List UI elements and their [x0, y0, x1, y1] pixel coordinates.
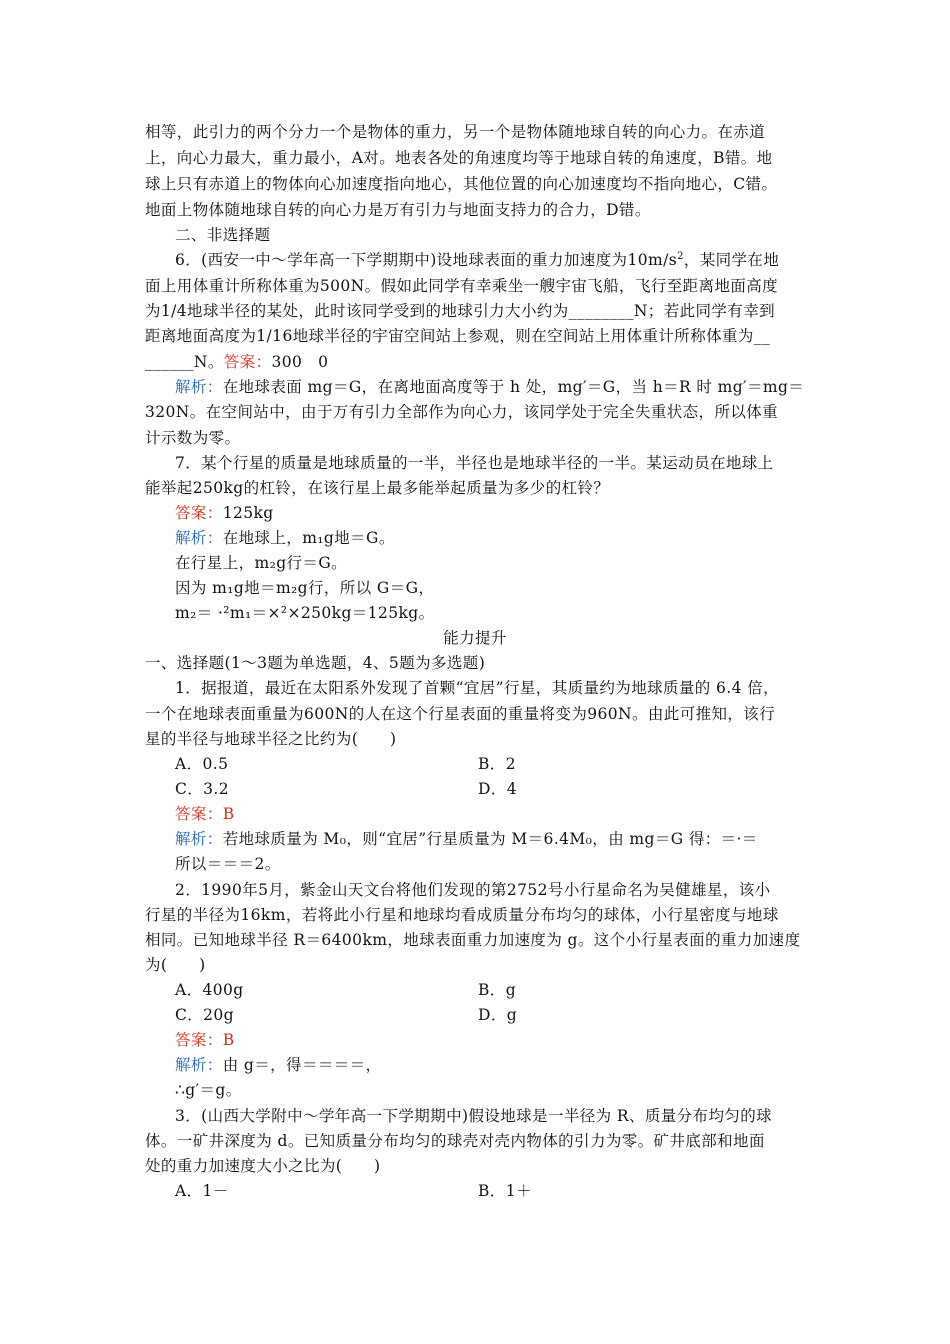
p1-analysis: 解析：若地球质量为 M₀，则“宜居”行星质量为 M＝6.4M₀，由 mg＝G 得：＝·＝	[175, 830, 758, 848]
p2-option-d: D．g	[478, 1006, 518, 1024]
analysis-label: 解析：	[175, 1056, 223, 1074]
q7-answer: 答案：125kg	[175, 504, 274, 522]
p1-option-a: A．0.5	[175, 755, 229, 773]
q7-analysis-line: 因为 m₁g地＝m₂g行，所以 G＝G，	[175, 579, 435, 597]
p2-option-b: B．g	[478, 981, 517, 999]
answer-label: 答案：	[223, 353, 272, 371]
p3-line: 处的重力加速度大小之比为( )	[145, 1157, 381, 1175]
p2-option-a: A．400g	[175, 981, 244, 999]
q7-line: 7．某个行星的质量是地球质量的一半，半径也是地球半径的一半。某运动员在地球上	[175, 454, 774, 472]
prev-text-line: 相等，此引力的两个分力一个是物体的重力，另一个是物体随地球自转的向心力。在赤道	[145, 123, 766, 141]
analysis-label: 解析：	[175, 830, 223, 848]
p1-answer: 答案：B	[175, 805, 235, 823]
p1-option-b: B．2	[478, 755, 516, 773]
p2-line: 行星的半径为16km，若将此小行星和地球均看成质量分布均匀的球体，小行星密度与地球	[145, 906, 779, 924]
q6-line: 面上用体重计所称体重为500N。假如此同学有幸乘坐一艘宇宙飞船，飞行至距离地面高度	[145, 277, 779, 295]
p2-option-c: C．20g	[175, 1006, 235, 1024]
p1-line: 1．据报道，最近在太阳系外发现了首颗“宜居”行星，其质量约为地球质量的 6.4 倍，	[175, 679, 780, 697]
p3-line: 3．(山西大学附中～学年高一下学期期中)假设地球是一半径为 R、质量分布均匀的球	[175, 1107, 773, 1125]
p3-line: 体。一矿井深度为 d。已知质量分布均匀的球壳对壳内物体的引力为零。矿井底部和地面	[145, 1132, 765, 1150]
p1-line: 一个在地球表面重量为600N的人在这个行星表面的重量将变为960N。由此可推知，该行	[145, 705, 776, 723]
q6-analysis: 解析：在地球表面 mg＝G，在离地面高度等于 h 处，mg′＝G，当 h＝R 时 mg′＝mg＝	[175, 378, 805, 396]
q7-analysis: 解析：在地球上，m₁g地＝G。	[175, 529, 395, 547]
p1-option-c: C．3.2	[175, 780, 230, 798]
q6-analysis-line: 320N。在空间站中，由于万有引力全部作为向心力，该同学处于完全失重状态，所以体重	[145, 403, 779, 421]
q6-analysis-line: 计示数为零。	[145, 429, 241, 447]
prev-text-line: 上，向心力最大，重力最小，A对。地表各处的角速度均等于地球自转的角速度，B错。地	[145, 149, 773, 167]
analysis-label: 解析：	[175, 378, 223, 396]
q6-line-answer: ______N。答案：300 0	[145, 353, 329, 371]
p2-line: 为( )	[145, 956, 206, 974]
q6-line: 为1/4地球半径的某处，此时该同学受到的地球引力大小约为________N；若此同学有幸到	[145, 302, 776, 320]
prev-text-line: 地面上物体随地球自转的向心力是万有引力与地面支持力的合力，D错。	[145, 201, 651, 219]
q6-line: 6．(西安一中～学年高一下学期期中)设地球表面的重力加速度为$10m/s^2$，某同学在地	[175, 251, 780, 269]
analysis-label: 解析：	[175, 529, 223, 547]
section-title: 能力提升	[443, 629, 507, 647]
p2-answer: 答案：B	[175, 1031, 235, 1049]
prev-text-line: 球上只有赤道上的物体向心加速度指向地心，其他位置的向心加速度均不指向地心，C错。	[145, 175, 778, 193]
p2-line: 相同。已知地球半径 R＝6400km，地球表面重力加速度为 g。这个小行星表面的重力加速度	[145, 931, 801, 949]
p1-line: 星的半径与地球半径之比约为( )	[145, 730, 397, 748]
p2-analysis: 解析：由 g＝，得＝＝＝＝，	[175, 1056, 382, 1074]
q6-line: 距离地面高度为1/16地球半径的宇宙空间站上参观，则在空间站上用体重计所称体重为__	[145, 327, 771, 345]
p2-analysis-line: ∴g′＝g。	[175, 1081, 242, 1099]
section-heading-nonchoice: 二、非选择题	[175, 226, 271, 244]
p3-option-b: B．1＋	[478, 1182, 532, 1200]
p1-analysis-line: 所以＝＝＝2。	[175, 855, 281, 873]
answer-label: 答案：	[175, 504, 223, 522]
p2-line: 2．1990年5月，紫金山天文台将他们发现的第2752号小行星命名为吴健雄星，该小	[175, 881, 771, 899]
q7-analysis-line: 在行星上，m₂g行＝G。	[175, 554, 348, 572]
p3-option-a: A．1－	[175, 1182, 229, 1200]
answer-value: 300 0	[271, 353, 329, 371]
q7-line: 能举起250kg的杠铃，在该行星上最多能举起质量为多少的杠铃？	[145, 479, 610, 497]
p1-option-d: D．4	[478, 780, 517, 798]
q7-analysis-line: m₂＝ ·²m₁＝×²×250kg＝125kg。	[175, 604, 435, 622]
section-heading-choice: 一、选择题(1～3题为单选题，4、5题为多选题)	[145, 654, 486, 672]
